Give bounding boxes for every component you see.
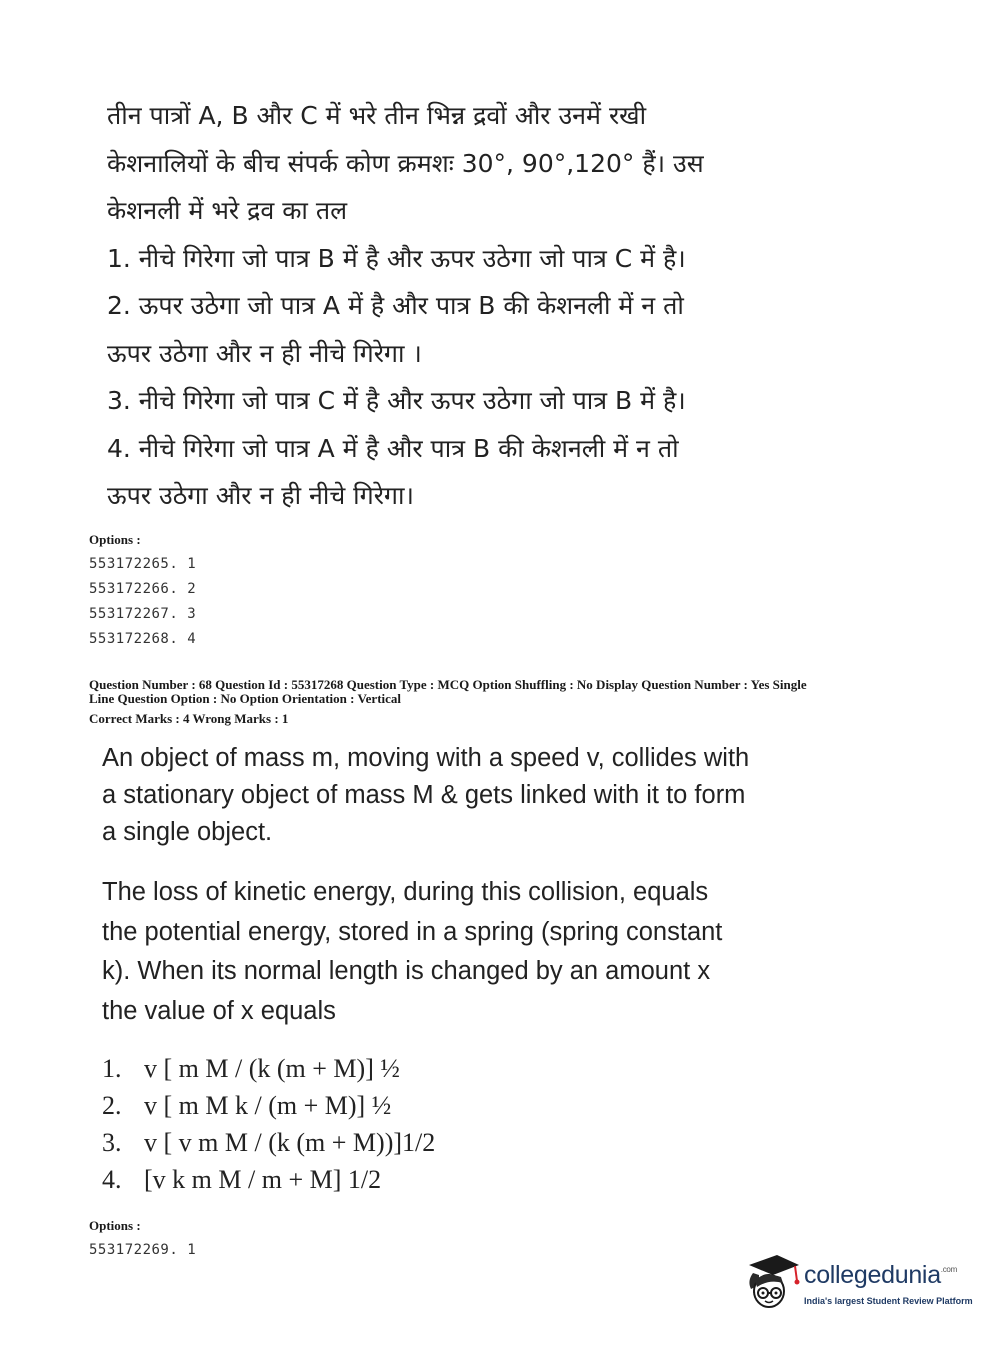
question-meta-line: Line Question Option : No Option Orientation : Vertical [89, 691, 402, 706]
choice-text: [v k m M / m + M] 1/2 [144, 1165, 382, 1194]
question-line: k). When its normal length is changed by an amount x [102, 957, 711, 985]
hindi-question-line: केशनली में भरे द्रव का तल [107, 196, 348, 225]
question-line: the potential energy, stored in a spring (spring constant [102, 917, 723, 946]
hindi-question [107, 92, 847, 520]
logo-name: collegedunia [804, 1261, 941, 1289]
choice-text: v [ m M k / (m + M)] ½ [144, 1091, 392, 1120]
choice-number: 3. [102, 1128, 122, 1157]
option-id: 553172268. 4 [89, 631, 197, 647]
hindi-question-line: तीन पात्रों A, B और C में भरे तीन भिन्न द्रवों और उनमें रखी [107, 101, 647, 130]
question-marks: Correct Marks : 4 Wrong Marks : 1 [89, 711, 289, 726]
options-label: Options : [89, 1218, 141, 1233]
hindi-option-4: 4. नीचे गिरेगा जो पात्र A में है और पात्र B की केशनली में न तो [107, 433, 679, 463]
question-line: a stationary object of mass M & gets linked with it to form [102, 781, 746, 809]
question-paragraph [102, 740, 822, 851]
hindi-option-4-cont: ऊपर उठेगा और न ही नीचे गिरेगा। [107, 481, 414, 510]
question-line: The loss of kinetic energy, during this collision, equals [102, 878, 709, 906]
student-mascot-icon [743, 1251, 801, 1313]
logo-tagline: India's largest Student Review Platform [804, 1296, 973, 1306]
answer-choice-4 [102, 1161, 435, 1198]
choice-text: v [ m M / (k (m + M)] ½ [144, 1054, 400, 1083]
question-line: An object of mass m, moving with a speed v, collides with [102, 744, 750, 772]
english-question [102, 740, 822, 1031]
option-id: 553172265. 1 [89, 556, 197, 572]
options-list-1 [89, 532, 196, 652]
question-meta [89, 678, 919, 726]
answer-choice-1 [102, 1050, 435, 1087]
hindi-option-2: 2. ऊपर उठेगा जो पात्र A में है और पात्र B की केशनली में न तो [107, 291, 684, 320]
choice-text: v [ v m M / (k (m + M))]1/2 [144, 1128, 436, 1157]
option-id: 553172267. 3 [89, 606, 197, 622]
options-label: Options : [89, 532, 141, 547]
answer-choice-2 [102, 1087, 435, 1124]
choice-number: 4. [102, 1165, 122, 1194]
option-id: 553172266. 2 [89, 581, 197, 597]
hindi-option-3: 3. नीचे गिरेगा जो पात्र C में है और ऊपर उठेगा जो पात्र B में है। [107, 386, 686, 415]
question-line: the value of x equals [102, 996, 336, 1025]
hindi-option-1: 1. नीचे गिरेगा जो पात्र B में है और ऊपर उठेगा जो पात्र C में है। [107, 243, 686, 273]
choice-number: 2. [102, 1091, 122, 1120]
answer-choices [102, 1050, 435, 1198]
collegedunia-logo [743, 1247, 973, 1319]
logo-wordmark [804, 1261, 957, 1290]
question-meta-line: Question Number : 68 Question Id : 55317268 Question Type : MCQ Option Shuffling : No Display Question Number : Yes Single [89, 677, 807, 692]
choice-number: 1. [102, 1054, 122, 1083]
question-paragraph [102, 873, 822, 1031]
logo-dotcom: .com [940, 1265, 957, 1274]
options-list-2 [89, 1218, 196, 1263]
hindi-option-2-cont: ऊपर उठेगा और न ही नीचे गिरेगा । [107, 338, 422, 368]
hindi-question-line: केशनालियों के बीच संपर्क कोण क्रमशः 30°, 90°,120° हैं। उस [107, 148, 704, 178]
answer-choice-3 [102, 1124, 435, 1161]
question-line: a single object. [102, 818, 273, 846]
option-id: 553172269. 1 [89, 1242, 197, 1258]
